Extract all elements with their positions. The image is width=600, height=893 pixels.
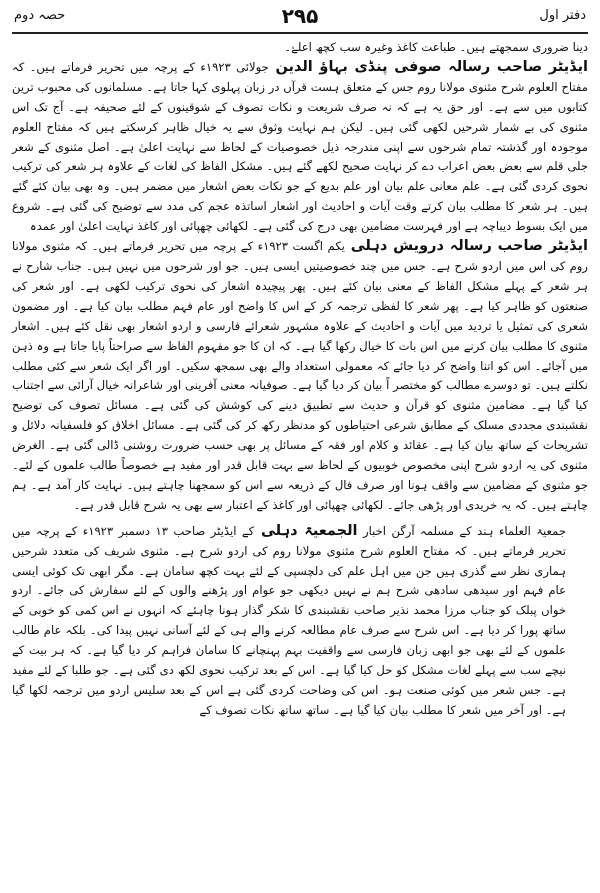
review-heading: ایڈیٹر صاحب رسالہ صوفی پنڈی بہاؤ الدین (268, 58, 589, 75)
review-heading-prefix: جمعیۃ العلماء ہند کے مسلمہ آرگن اخبار (362, 523, 567, 538)
paragraph-sufi-review (12, 58, 588, 237)
paragraph-text: یکم اگست ۱۹۲۳ء کے پرچہ میں تحریر فرماتے ہیں۔ کہ مثنوی مولانا روم کی اس میں اردو شرح ہے۔ جس میں چند خصوصیتیں ایسی ہیں۔ جو اور شرحوں میں نہیں ہیں۔ جناب شارح نے ہر شعر کے پہلے مشکل الفاظ کے معنی بیان کئے ہیں۔ پھر پیچیدہ اشعار کی نحوی ترکیب لکھی ہے۔ اور شعر کی صنعتوں کو ظاہر کیا ہے۔ پھر شعر کا لفظی ترجمہ کر کے اس کا واضح اور عام فہم مطلب بیان کیا ہے۔ اور مضمون شعری کی تمثیل یا تردید میں آیات و احادیث کے علاوہ مشہور شعرائے فارسی و اردو اشعار بھی نقل کئے ہیں۔ اشعار مثنوی کا مطلب بیان کرنے میں اس بات کا خیال رکھا گیا ہے۔ کہ ان کا جو مفہوم الفاظ سے صراحتاً پایا جاتا ہے وہ ذہن میں آجائے۔ اس کو اتنا واضح کر دیا جائے کہ معمولی استعداد والے بھی سمجھ سکیں۔ اور اگر ایک شعر سے کئی مطلب نکلتے ہیں۔ تو دوسرے مطالب کو مختصر اً بیان کر دیا گیا ہے۔ صوفیانہ معنی آفرینی اور شاعرانہ خیال آرائی سے اجتناب کیا گیا ہے۔ مضامین مثنوی کو قرآن و حدیث سے تطبیق دینے کی کوشش کی گئی ہے۔ مسائل تصوف کی توضیح نقشبندی مجددی مسلک کے مطابق شرعی احتیاطوں کو مدنظر رکھ کر کی گئی ہے۔ مسائل اخلاق کو فلسفیانہ دلائل و تشریحات کے ساتھ بیان کیا ہے۔ عقائد و کلام اور فقہ کے مسائل پر بھی حسب ضرورت روشنی ڈالی گئی ہے۔ الغرض مثنوی کی یہ اردو شرح اپنی مخصوص خوبیوں کے لحاظ سے بہت قابل قدر اور مفید ہے خصوصاً طالب علموں کے لئے۔ جو مثنوی کے مضامین سے واقف ہونا اور صرف فال کے ذریعہ سے اس کو سمجھنا چاہتے ہیں۔ نہایت کار آمد ہے۔ ہم چاہتے ہیں۔ کہ یہ خریدی اور پڑھی جائے۔ لکھائی چھپائی اور کاغذ کے اعتبار سے بھی یہ شرح قابل قدر ہے۔ (12, 239, 588, 512)
review-heading: الجمعیۃ دہلی (254, 522, 358, 539)
paragraph-text: کے ایڈیٹر صاحب ۱۳ دسمبر ۱۹۲۳ء کے پرچہ میں تحریر فرماتے ہیں۔ کہ مفتاح العلوم شرح مثنوی مولانا روم کی اردو شرح ہے۔ مثنوی شریف کی متعدد شرحیں ہماری نظر سے گذری ہیں جن میں اہل علم کی دلچسپی کے لئے بہت کچھ سامان ہے۔ مگر ابھی تک کوئی ایسی عام فہم اور سیدھی سادھی شرح ہم نے نہیں دیکھی جو عوام اور پڑھنے والوں کے لئے سفارش کی جائے۔ اردو خواں پبلک کو جناب مرزا محمد نذیر صاحب نقشبندی کا شکر گذار ہونا چاہئے کہ انہوں نے اس کمی کو خوبی کے ساتھ پورا کر دیا ہے۔ اس شرح سے صرف عام مطالعہ کرنے والے ہی کے لئے آسانی نہیں پیدا کی۔ بلکہ عام طالب علموں کے لئے بھی جو ابھی زبان فارسی سے واقفیت بہم پہنچانے کا سامان فراہم کر دیا گیا ہے۔ کہ ہر بیت کے نیچے سب سے پہلے لغات مشکل کو حل کیا گیا ہے۔ اس کے بعد ترکیب نحوی لکھ دی گئی ہے۔ جو طلبا کے لئے مفید ہے۔ جس شعر میں کوئی صنعت ہو۔ اس کی وضاحت کردی گئی ہے اس کے بعد سلیس اردو میں ترجمہ لکھا گیا ہے۔ اور آخر میں شعر کا مطلب بیان کیا گیا ہے۔ ساتھ ساتھ نکات تصوف کے (12, 523, 566, 717)
document-body (12, 38, 588, 721)
header-part: حصہ دوم (14, 8, 66, 23)
page-number: ۲۹۵ (281, 4, 319, 28)
header-volume: دفتر اول (539, 8, 586, 23)
paragraph-jamiat-review (12, 522, 588, 721)
page-header (12, 6, 588, 34)
review-heading: ایڈیٹر صاحب رسالہ درویش دہلی (344, 238, 588, 255)
paragraph-text: جولائی ۱۹۲۳ء کے پرچہ میں تحریر فرماتے ہیں۔ کہ مفتاح العلوم شرح مثنوی مولانا روم جس کے متعلق ہست قرآں در زبان پہلوی کہا جاتا ہے۔ مسلمانوں کی محبوب ترین کتابوں میں سے ہے۔ اور حق یہ ہے کہ نہ صرف شریعت و نکات تصوف کے شوقینوں کے لئے صحیفہ ہے۔ آج تک اس مثنوی کی بے شمار شرحیں لکھی گئی ہیں۔ لیکن ہم نہایت وثوق سے یہ خیال ظاہر کرسکتے ہیں کہ مفتاح العلوم موجودہ اور گذشتہ تمام شرحوں سے اپنی مندرجہ ذیل خصوصیات کے لحاظ سے نہایت اعلیٰ ہے۔ اصل مثنوی کے شعر جلی قلم سے بعض بعض اعراب دے کر نہایت صحیح لکھے گئے ہیں۔ مشکل الفاظ کی لغات کے علاوہ ہر شعر کی ترکیب نحوی کردی گئی ہے۔ علم معانی علم بیان اور علم بدیع کے جو نکات بعض اشعار میں مضمر ہیں۔ وہ بھی بیان کئے گئے ہیں۔ ہر شعر کا مطلب بیان کرتے وقت آیات و احادیث اور اشعار اساتذہ عجم کی مدد سے توضیح کی گئی ہے۔ شروع میں ایک بسوط دیباچہ ہے اور فہرست مضامین بھی درج کی گئی ہے۔ لکھائی چھپائی اور کاغذ نہایت اعلیٰ اور عمدہ (12, 59, 588, 234)
paragraph-opening (12, 38, 588, 58)
paragraph-darvesh-review (12, 237, 588, 516)
paragraph-text: دینا ضروری سمجھتے ہیں۔ طباعت کاغذ وغیرہ سب کچھ اعلےٰ۔ (284, 40, 588, 54)
